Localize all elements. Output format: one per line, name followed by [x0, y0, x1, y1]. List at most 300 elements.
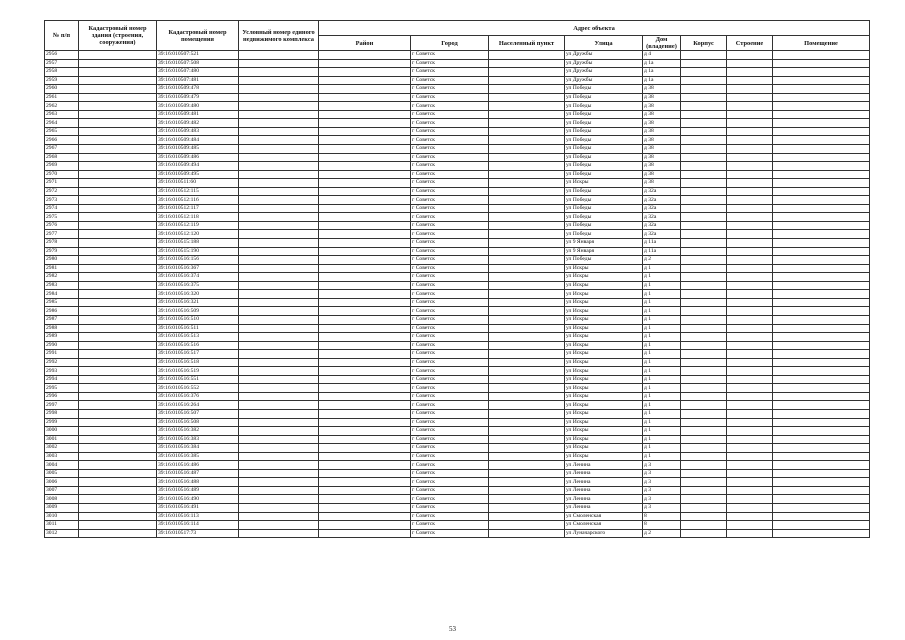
cell-district: [319, 384, 411, 393]
cell-complex: [239, 76, 319, 85]
cell-settlement: [489, 298, 565, 307]
cell-settlement: [489, 145, 565, 154]
cell-house: д 3: [643, 495, 681, 504]
cell-street: ул Искры: [565, 401, 643, 410]
cell-corpus: [681, 110, 727, 119]
cell-district: [319, 76, 411, 85]
cell-house: д 38: [643, 127, 681, 136]
cell-room: [773, 51, 870, 60]
table-row: [45, 256, 870, 265]
cell-num: 2980: [45, 256, 79, 265]
cell-building-cadastral: [79, 102, 157, 111]
cell-room: [773, 444, 870, 453]
cell-house: д 32а: [643, 187, 681, 196]
cell-building: [727, 68, 773, 77]
cell-settlement: [489, 503, 565, 512]
table-row: [45, 264, 870, 273]
registry-sheet: [44, 20, 869, 538]
cell-premise-cadastral: 39:16:010516:491: [157, 503, 239, 512]
cell-house: д 1: [643, 273, 681, 282]
cell-premise-cadastral: 39:16:010509:486: [157, 153, 239, 162]
cell-building: [727, 247, 773, 256]
cell-complex: [239, 256, 319, 265]
cell-building-cadastral: [79, 384, 157, 393]
cell-complex: [239, 512, 319, 521]
cell-num: 3003: [45, 452, 79, 461]
cell-corpus: [681, 307, 727, 316]
table-row: [45, 102, 870, 111]
cell-complex: [239, 170, 319, 179]
header-num: № п/п: [45, 21, 79, 51]
cell-district: [319, 341, 411, 350]
cell-settlement: [489, 76, 565, 85]
cell-complex: [239, 51, 319, 60]
cell-num: 2973: [45, 196, 79, 205]
table-row: [45, 529, 870, 538]
cell-building: [727, 136, 773, 145]
table-row: [45, 298, 870, 307]
table-row: [45, 392, 870, 401]
cell-settlement: [489, 68, 565, 77]
cell-city: г Советск: [411, 264, 489, 273]
cell-corpus: [681, 102, 727, 111]
cell-corpus: [681, 409, 727, 418]
cell-room: [773, 59, 870, 68]
cell-building-cadastral: [79, 512, 157, 521]
table-row: [45, 350, 870, 359]
cell-corpus: [681, 196, 727, 205]
cell-street: ул Ленина: [565, 503, 643, 512]
cell-building: [727, 392, 773, 401]
cell-building-cadastral: [79, 93, 157, 102]
cell-city: г Советск: [411, 290, 489, 299]
cell-street: ул 9 Января: [565, 239, 643, 248]
cell-building-cadastral: [79, 486, 157, 495]
cell-premise-cadastral: 39:16:010516:382: [157, 427, 239, 436]
cell-room: [773, 179, 870, 188]
cell-building-cadastral: [79, 281, 157, 290]
cell-building: [727, 384, 773, 393]
cell-building-cadastral: [79, 298, 157, 307]
cell-street: ул Искры: [565, 427, 643, 436]
cell-corpus: [681, 221, 727, 230]
cell-building: [727, 307, 773, 316]
cell-building-cadastral: [79, 119, 157, 128]
cell-num: 2997: [45, 401, 79, 410]
cell-settlement: [489, 452, 565, 461]
cell-corpus: [681, 478, 727, 487]
cell-street: ул Победы: [565, 136, 643, 145]
cell-house: д 1: [643, 367, 681, 376]
cell-building: [727, 187, 773, 196]
cell-street: ул Победы: [565, 145, 643, 154]
cell-street: ул Искры: [565, 384, 643, 393]
header-settlement: Населенный пункт: [489, 36, 565, 51]
cell-room: [773, 204, 870, 213]
cell-house: д 3: [643, 469, 681, 478]
cell-house: д 1: [643, 452, 681, 461]
cell-complex: [239, 401, 319, 410]
cell-settlement: [489, 213, 565, 222]
cell-premise-cadastral: 39:16:010516:486: [157, 461, 239, 470]
cell-room: [773, 298, 870, 307]
cell-num: 2958: [45, 68, 79, 77]
cell-district: [319, 85, 411, 94]
cell-complex: [239, 341, 319, 350]
cell-district: [319, 503, 411, 512]
cell-settlement: [489, 204, 565, 213]
cell-district: [319, 333, 411, 342]
cell-house: д 1: [643, 427, 681, 436]
cell-complex: [239, 521, 319, 530]
cell-settlement: [489, 136, 565, 145]
cell-street: ул Искры: [565, 350, 643, 359]
cell-street: ул Победы: [565, 196, 643, 205]
cell-settlement: [489, 358, 565, 367]
cell-num: 2964: [45, 119, 79, 128]
cell-street: ул Искры: [565, 298, 643, 307]
cell-house: д 1: [643, 333, 681, 342]
table-row: [45, 76, 870, 85]
cell-building-cadastral: [79, 204, 157, 213]
cell-settlement: [489, 478, 565, 487]
cell-street: ул Победы: [565, 256, 643, 265]
cell-city: г Советск: [411, 478, 489, 487]
cell-building: [727, 324, 773, 333]
cell-city: г Советск: [411, 469, 489, 478]
cell-city: г Советск: [411, 281, 489, 290]
cell-city: г Советск: [411, 435, 489, 444]
cell-num: 2994: [45, 375, 79, 384]
cell-building: [727, 204, 773, 213]
cell-district: [319, 469, 411, 478]
cell-building: [727, 469, 773, 478]
cell-city: г Советск: [411, 384, 489, 393]
cell-city: г Советск: [411, 358, 489, 367]
cell-room: [773, 127, 870, 136]
cell-complex: [239, 221, 319, 230]
cell-settlement: [489, 375, 565, 384]
cell-premise-cadastral: 39:16:010507:521: [157, 51, 239, 60]
cell-district: [319, 409, 411, 418]
cell-room: [773, 529, 870, 538]
cell-room: [773, 452, 870, 461]
cell-settlement: [489, 93, 565, 102]
cell-building: [727, 409, 773, 418]
cell-city: г Советск: [411, 307, 489, 316]
cell-building-cadastral: [79, 435, 157, 444]
cell-corpus: [681, 461, 727, 470]
cell-city: г Советск: [411, 119, 489, 128]
cell-district: [319, 230, 411, 239]
cell-city: г Советск: [411, 230, 489, 239]
cell-district: [319, 427, 411, 436]
cell-district: [319, 461, 411, 470]
cell-district: [319, 324, 411, 333]
cell-district: [319, 529, 411, 538]
cell-street: ул Искры: [565, 307, 643, 316]
cell-building: [727, 486, 773, 495]
table-row: [45, 521, 870, 530]
cell-num: 2978: [45, 239, 79, 248]
cell-city: г Советск: [411, 529, 489, 538]
cell-num: 2993: [45, 367, 79, 376]
cell-premise-cadastral: 39:16:010516:156: [157, 256, 239, 265]
table-row: [45, 341, 870, 350]
cell-house: д 1: [643, 392, 681, 401]
cell-street: ул Дружбы: [565, 59, 643, 68]
cell-street: ул Победы: [565, 127, 643, 136]
cell-building: [727, 179, 773, 188]
cell-street: ул Искры: [565, 375, 643, 384]
cell-room: [773, 324, 870, 333]
cell-premise-cadastral: 39:16:010516:513: [157, 333, 239, 342]
cell-corpus: [681, 529, 727, 538]
cell-premise-cadastral: 39:16:010516:488: [157, 478, 239, 487]
cell-building-cadastral: [79, 341, 157, 350]
cell-street: ул Победы: [565, 153, 643, 162]
cell-building: [727, 196, 773, 205]
header-street: Улица: [565, 36, 643, 51]
cell-corpus: [681, 315, 727, 324]
table-row: [45, 324, 870, 333]
table-row: [45, 461, 870, 470]
cell-settlement: [489, 102, 565, 111]
cell-building-cadastral: [79, 247, 157, 256]
cell-street: ул Смоленская: [565, 512, 643, 521]
table-row: [45, 418, 870, 427]
cell-street: ул Победы: [565, 85, 643, 94]
cell-city: г Советск: [411, 512, 489, 521]
cell-building: [727, 170, 773, 179]
cell-complex: [239, 315, 319, 324]
cell-building-cadastral: [79, 68, 157, 77]
table-row: [45, 281, 870, 290]
cell-room: [773, 384, 870, 393]
cell-district: [319, 68, 411, 77]
table-row: [45, 145, 870, 154]
cell-room: [773, 495, 870, 504]
cell-house: д 1: [643, 375, 681, 384]
table-row: [45, 401, 870, 410]
cell-num: 3007: [45, 486, 79, 495]
cell-building: [727, 221, 773, 230]
cell-premise-cadastral: 39:16:010516:375: [157, 281, 239, 290]
cell-building: [727, 341, 773, 350]
cell-house: д 32а: [643, 221, 681, 230]
cell-city: г Советск: [411, 187, 489, 196]
cell-city: г Советск: [411, 59, 489, 68]
cell-complex: [239, 196, 319, 205]
cell-premise-cadastral: 39:16:010516:519: [157, 367, 239, 376]
cell-complex: [239, 495, 319, 504]
cell-building-cadastral: [79, 495, 157, 504]
cell-building-cadastral: [79, 521, 157, 530]
cell-house: д 2: [643, 256, 681, 265]
cell-building-cadastral: [79, 358, 157, 367]
cell-district: [319, 444, 411, 453]
cell-corpus: [681, 273, 727, 282]
cell-premise-cadastral: 39:16:010511:60: [157, 179, 239, 188]
cell-settlement: [489, 256, 565, 265]
cell-complex: [239, 333, 319, 342]
cell-building-cadastral: [79, 179, 157, 188]
cell-house: 8: [643, 521, 681, 530]
cell-building-cadastral: [79, 85, 157, 94]
cell-complex: [239, 179, 319, 188]
cell-corpus: [681, 264, 727, 273]
cell-complex: [239, 444, 319, 453]
cell-house: д 38: [643, 145, 681, 154]
cell-num: 2990: [45, 341, 79, 350]
cell-corpus: [681, 256, 727, 265]
cell-street: ул Победы: [565, 213, 643, 222]
cell-street: ул Искры: [565, 290, 643, 299]
header-house: Дом (владение): [643, 36, 681, 51]
cell-complex: [239, 418, 319, 427]
cell-complex: [239, 230, 319, 239]
cell-street: ул Искры: [565, 409, 643, 418]
cell-house: д 1: [643, 358, 681, 367]
cell-district: [319, 486, 411, 495]
cell-settlement: [489, 153, 565, 162]
cell-room: [773, 281, 870, 290]
cell-complex: [239, 145, 319, 154]
cell-settlement: [489, 221, 565, 230]
cell-house: д 38: [643, 85, 681, 94]
cell-district: [319, 521, 411, 530]
table-row: [45, 503, 870, 512]
cell-district: [319, 51, 411, 60]
cell-building: [727, 93, 773, 102]
cell-building: [727, 127, 773, 136]
cell-num: 2995: [45, 384, 79, 393]
cell-house: д 1: [643, 384, 681, 393]
header-building-cadastral: Кадастровый номер здания (строения, сооружения): [79, 21, 157, 51]
table-row: [45, 247, 870, 256]
cell-building: [727, 230, 773, 239]
cell-district: [319, 162, 411, 171]
cell-building-cadastral: [79, 213, 157, 222]
cell-building-cadastral: [79, 136, 157, 145]
cell-settlement: [489, 461, 565, 470]
page-number: 53: [449, 625, 456, 633]
cell-corpus: [681, 486, 727, 495]
table-row: [45, 59, 870, 68]
cell-corpus: [681, 375, 727, 384]
cell-house: д 1: [643, 350, 681, 359]
cell-building: [727, 512, 773, 521]
cell-city: г Советск: [411, 76, 489, 85]
header-address-group: Адрес объекта: [319, 21, 870, 36]
cell-street: ул Искры: [565, 324, 643, 333]
table-row: [45, 119, 870, 128]
cell-corpus: [681, 230, 727, 239]
table-row: [45, 273, 870, 282]
cell-settlement: [489, 435, 565, 444]
cell-premise-cadastral: 39:16:010516:321: [157, 298, 239, 307]
cell-room: [773, 264, 870, 273]
cell-district: [319, 127, 411, 136]
cell-city: г Советск: [411, 409, 489, 418]
cell-settlement: [489, 521, 565, 530]
cell-street: ул Ленина: [565, 461, 643, 470]
cell-settlement: [489, 367, 565, 376]
cell-settlement: [489, 59, 565, 68]
cell-premise-cadastral: 39:16:010516:510: [157, 315, 239, 324]
cell-num: 3009: [45, 503, 79, 512]
cell-building-cadastral: [79, 315, 157, 324]
cell-premise-cadastral: 39:16:010507:481: [157, 76, 239, 85]
cell-street: ул Победы: [565, 162, 643, 171]
cell-building-cadastral: [79, 469, 157, 478]
cell-settlement: [489, 315, 565, 324]
cell-street: ул Дружбы: [565, 76, 643, 85]
cell-settlement: [489, 264, 565, 273]
cell-corpus: [681, 239, 727, 248]
cell-num: 2965: [45, 127, 79, 136]
cell-city: г Советск: [411, 486, 489, 495]
cell-street: ул Искры: [565, 367, 643, 376]
cell-num: 2966: [45, 136, 79, 145]
cell-house: д 38: [643, 93, 681, 102]
cell-complex: [239, 461, 319, 470]
cell-street: ул Победы: [565, 170, 643, 179]
cell-building: [727, 461, 773, 470]
cell-building: [727, 350, 773, 359]
cell-num: 2967: [45, 145, 79, 154]
cell-city: г Советск: [411, 256, 489, 265]
cell-complex: [239, 204, 319, 213]
cell-building: [727, 503, 773, 512]
cell-settlement: [489, 392, 565, 401]
cell-num: 3000: [45, 427, 79, 436]
cell-district: [319, 307, 411, 316]
cell-city: г Советск: [411, 162, 489, 171]
cell-complex: [239, 273, 319, 282]
cell-building: [727, 529, 773, 538]
cell-room: [773, 401, 870, 410]
cell-complex: [239, 367, 319, 376]
cell-building: [727, 162, 773, 171]
table-row: [45, 427, 870, 436]
cell-room: [773, 358, 870, 367]
cell-street: ул Ленина: [565, 495, 643, 504]
cell-complex: [239, 247, 319, 256]
cell-building: [727, 145, 773, 154]
table-row: [45, 239, 870, 248]
cell-building: [727, 256, 773, 265]
cell-room: [773, 196, 870, 205]
cell-corpus: [681, 153, 727, 162]
cell-district: [319, 59, 411, 68]
cell-premise-cadastral: 39:16:010516:509: [157, 307, 239, 316]
cell-num: 2982: [45, 273, 79, 282]
cell-street: ул Ленина: [565, 486, 643, 495]
cell-corpus: [681, 127, 727, 136]
cell-district: [319, 375, 411, 384]
cell-settlement: [489, 273, 565, 282]
cell-num: 2959: [45, 76, 79, 85]
cell-room: [773, 486, 870, 495]
cell-num: 2977: [45, 230, 79, 239]
cell-street: ул Победы: [565, 119, 643, 128]
table-row: [45, 444, 870, 453]
cell-num: 2971: [45, 179, 79, 188]
cell-settlement: [489, 51, 565, 60]
cell-building-cadastral: [79, 418, 157, 427]
cell-building-cadastral: [79, 333, 157, 342]
